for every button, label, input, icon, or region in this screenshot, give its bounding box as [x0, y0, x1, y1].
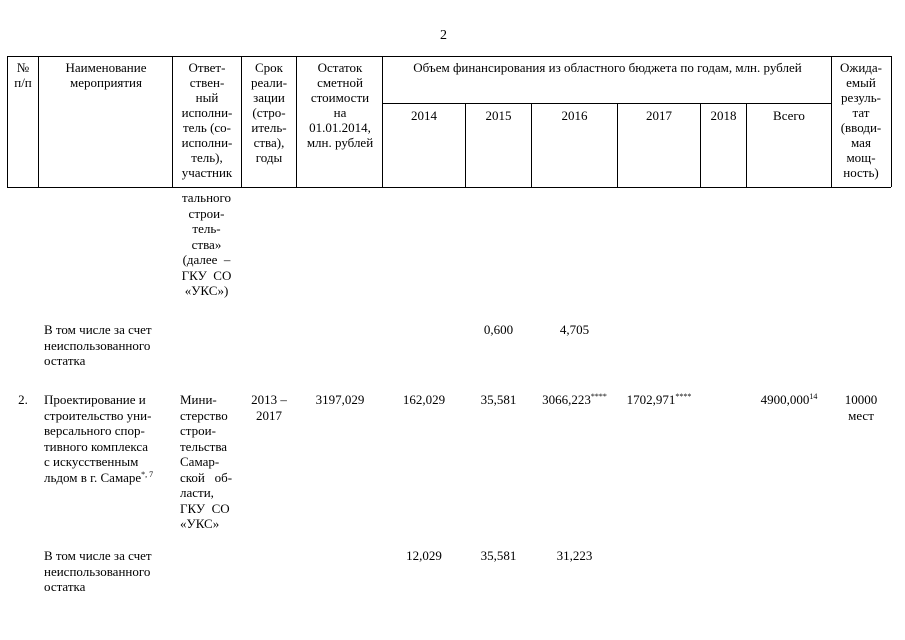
- cell-2015: 0,600: [483, 322, 514, 337]
- row-remainder: 3197,029: [315, 392, 365, 407]
- cell-2014: 12,029: [406, 548, 442, 563]
- cell-2016: 4,705: [559, 322, 590, 337]
- header-year-2016: 2016: [561, 108, 588, 123]
- row-period: 2013 – 2017: [251, 392, 287, 423]
- row-name: В том числе за счет неиспользованного остатка: [44, 548, 152, 594]
- header-year-2014: 2014: [411, 108, 437, 123]
- header-funding: Объем финансирования из областного бюджета по годам, млн. рублей: [413, 60, 802, 75]
- row-name: В том числе за счет неиспользованного остатка: [44, 322, 152, 368]
- header-total: Всего: [773, 108, 805, 123]
- header-year-2017: 2017: [646, 108, 672, 123]
- header-num: № п/п: [14, 60, 32, 90]
- row-responsible: Мини- стерство строи- тельства Самар- ской об- ласти, ГКУ СО «УКС»: [180, 392, 233, 531]
- cell-2014: 162,029: [402, 392, 446, 407]
- header-period: Срок реали- зации (стро- итель- ства), годы: [250, 60, 288, 165]
- cell-2015: 35,581: [480, 548, 517, 563]
- cell-2017: 1702,971****: [626, 392, 692, 407]
- header-expected: Ожида- емый резуль- тат (вводи- мая мощ- ность): [839, 60, 883, 180]
- row-name: Проектирование и строительство уни- версального спор- тивного комплекса с искусственным льдом в г. Самаре$^{*, 7}$: [44, 392, 154, 485]
- header-year-2018: 2018: [710, 108, 737, 123]
- row-number: 2.: [18, 392, 28, 407]
- cell-2016: 31,223: [556, 548, 593, 563]
- cell-2016: 3066,223****: [542, 392, 607, 407]
- page-number: 2: [440, 28, 447, 43]
- cell-expected: 10000 мест: [844, 392, 878, 423]
- header-remainder: Остаток сметной стоимости на 01.01.2014, млн. рублей: [306, 60, 374, 150]
- header-responsible: Ответ- ствен- ный исполни- тель (со- исполни- тель), участник: [181, 60, 233, 180]
- cell-2015: 35,581: [480, 392, 517, 407]
- cell-total: 4900,000$^{14}$: [760, 392, 818, 407]
- header-name: Наименование мероприятия: [65, 60, 147, 90]
- header-year-2015: 2015: [485, 108, 512, 123]
- continuation-responsible: тального строи- тель- ства» (далее – ГКУ СО «УКС»): [181, 190, 232, 298]
